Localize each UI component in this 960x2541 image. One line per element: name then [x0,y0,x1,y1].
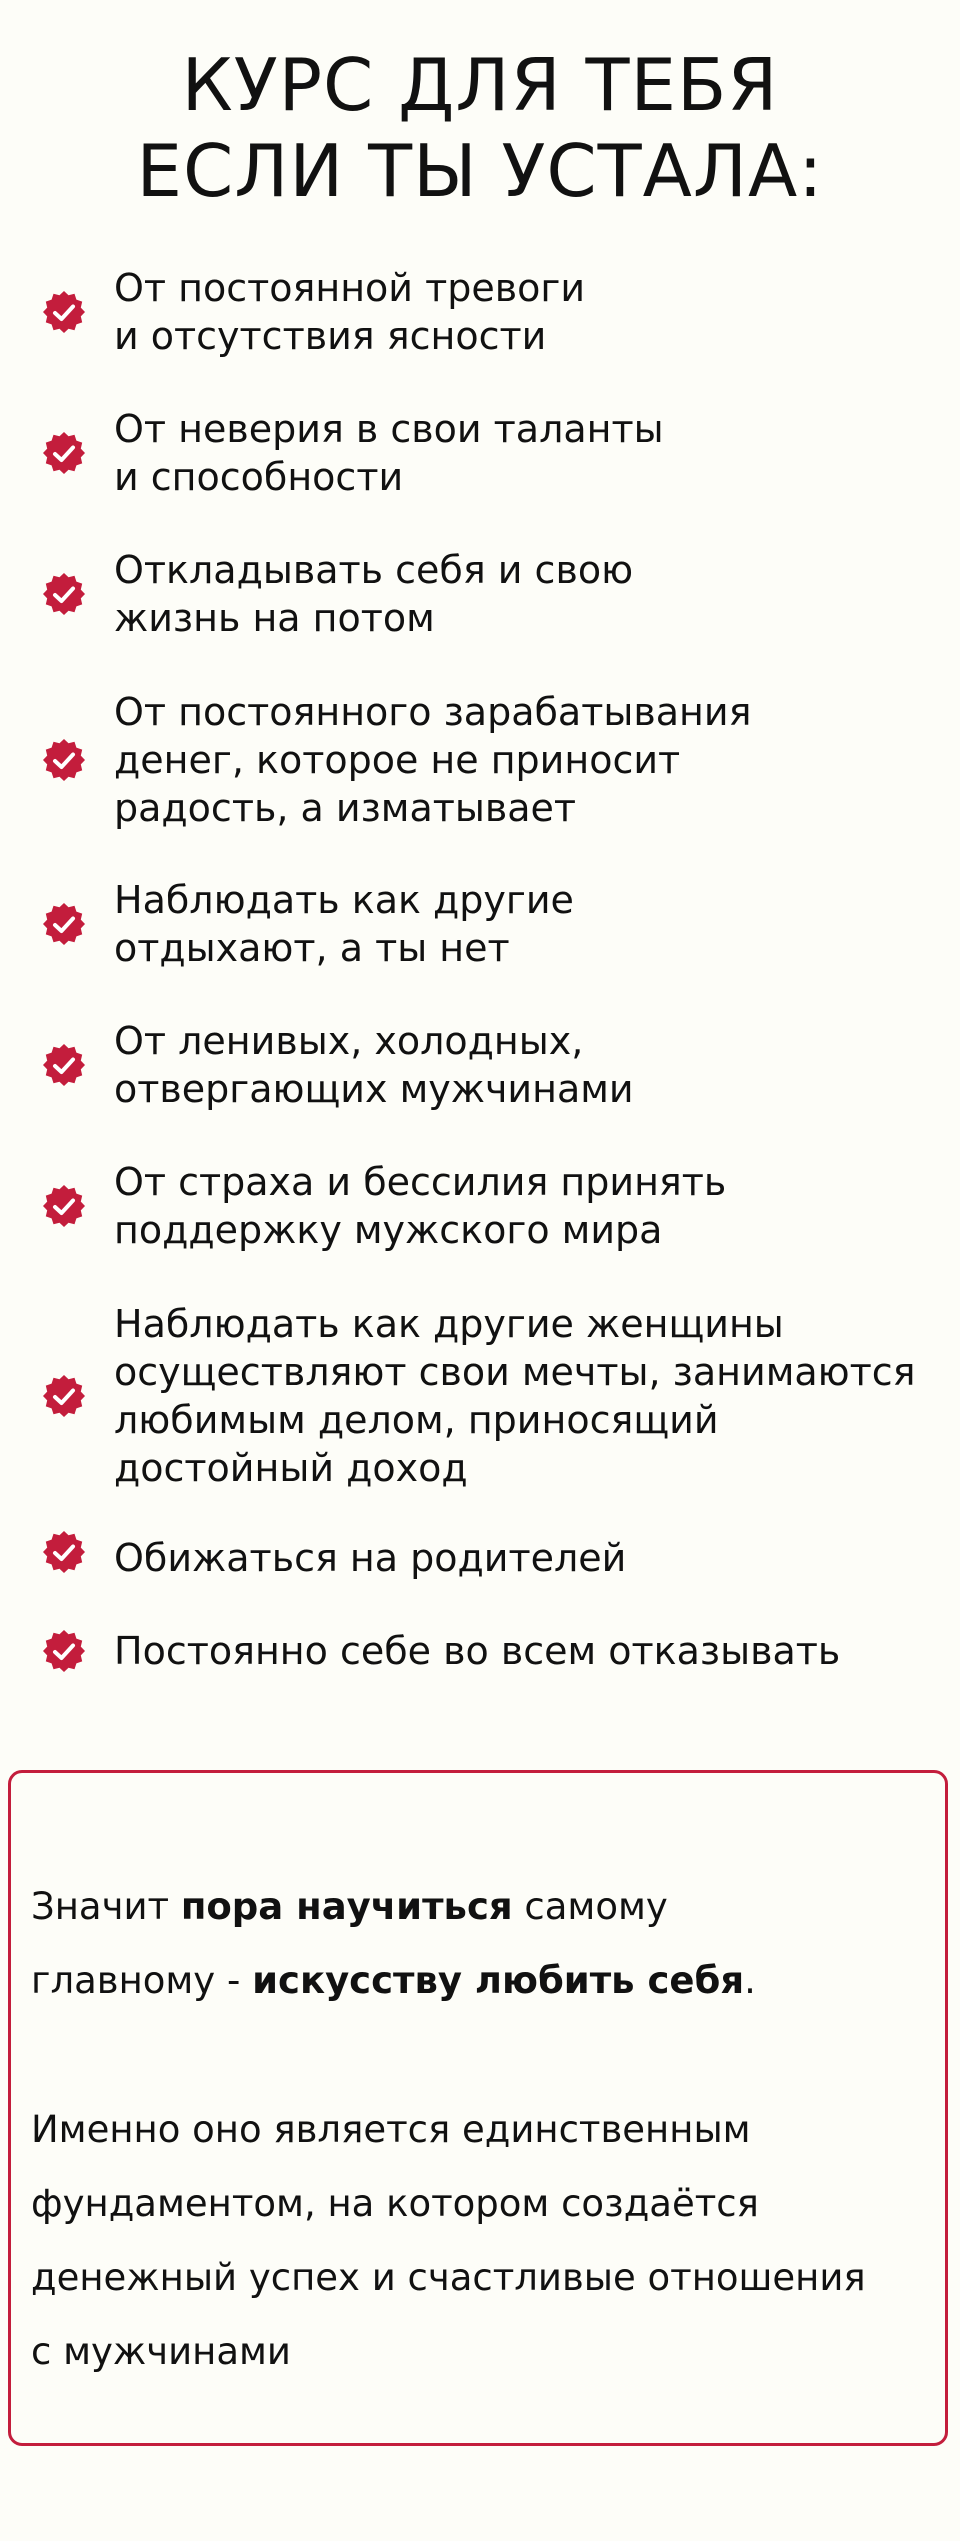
list-item [0,688,960,832]
list-item [0,1017,960,1113]
list-item [0,405,960,501]
page-title [0,42,960,214]
list-item [0,546,960,642]
list-item [0,1534,960,1582]
list-item-text: От ленивых, холодных, отвергающих мужчинами [114,1019,634,1111]
list-item-text: От неверия в свои таланты и способности [114,407,664,499]
list-item-text: От страха и бессилия принять поддержку мужского мира [114,1160,727,1252]
list-item-text: Наблюдать как другие отдыхают, а ты нет [114,878,574,970]
check-badge-icon [40,900,88,948]
check-badge-icon [40,1041,88,1089]
list-item [0,1158,960,1254]
check-badge-icon [40,736,88,784]
check-badge-icon [40,429,88,477]
list-item-text: Постоянно себе во всем отказывать [114,1629,841,1673]
list-item-text: Наблюдать как другие женщины осуществляют свои мечты, занимаются любимым делом, приносящий достойный доход [114,1302,916,1490]
check-badge-icon [40,1627,88,1675]
check-badge-icon [40,1372,88,1420]
check-badge-icon [40,288,88,336]
check-badge-icon [40,570,88,618]
check-badge-icon [40,1182,88,1230]
callout-bold-2: искусству любить себя [252,1959,745,2002]
list-item [0,876,960,972]
list-item [0,1627,960,1675]
list-item-text: От постоянного зарабатывания денег, которое не приносит радость, а изматывает [114,690,752,830]
title-line-2: ЕСЛИ ТЫ УСТАЛА: [136,129,824,213]
list-item [0,1300,960,1492]
callout-paragraph-2: Именно оно является единственным фундаментом, на котором создаётся денежный успех и счастливые отношения с мужчинами [31,2108,866,2373]
title-line-1: КУРС ДЛЯ ТЕБЯ [181,43,779,127]
callout-box [8,1770,948,2446]
check-badge-icon [40,1528,88,1576]
list-item-text: От постоянной тревоги и отсутствия ясности [114,266,586,358]
callout-bold-1: пора научиться [180,1885,513,1928]
callout-paragraph-1: Значит пора научиться самому главному - искусству любить себя. [31,1885,756,2002]
list-item-text: Откладывать себя и свою жизнь на потом [114,548,634,640]
list-item [0,264,960,360]
list-item-text: Обижаться на родителей [114,1536,627,1580]
